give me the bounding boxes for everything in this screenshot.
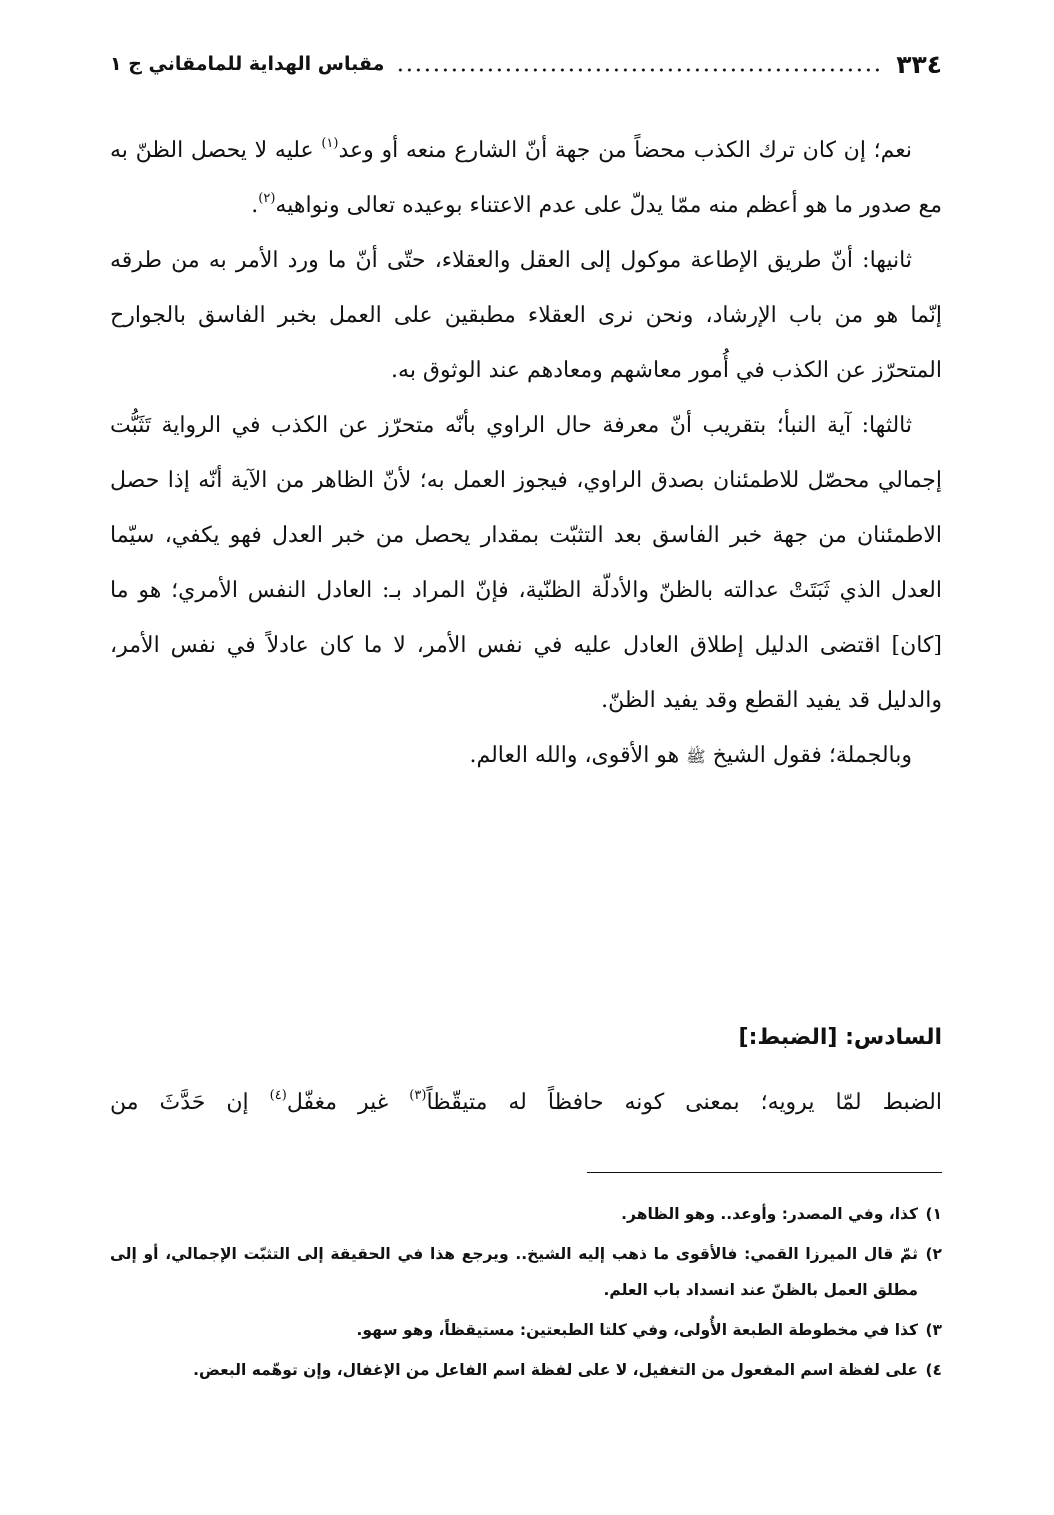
footnotes [110,1196,942,1392]
paragraph-3: ثالثها: آية النبأ؛ بتقريب أنّ معرفة حال الراوي بأنّه متحرّز عن الكذب في الرواية تَثَبُّت إجمالي محصّل للاطمئنان بصدق الراوي، فيجوز العمل به؛ لأنّ الظاهر من الآية أنّه إذا حصل الاطمئنان من جهة خبر الفاسق بعد التثبّت بمقدار يحصل من خبر العدل فهو يكفي، سيّما العدل الذي ثَبَتَتْ عدالته بالظنّ والأدلّة الظنّية، فإنّ المراد بـ: العادل النفس الأمري؛ هو ما [كان] اقتضى الدليل إطلاق العادل عليه في نفس الأمر، لا ما كان عادلاً في نفس الأمر، والدليل قد يفيد القطع وقد يفيد الظنّ. [110,413,942,713]
footnote-ref-2: (٢) [258,191,276,206]
text-run: الضبط لمّا يرويه؛ بمعنى كونه حافظاً له متيقّظاً [426,1090,942,1115]
footnote-number: ٢) [925,1245,942,1263]
footnote-ref-1: (١) [321,136,339,151]
paragraph-4 [110,728,942,784]
text-run: عليه لا يحصل الظنّ به مع صدور ما هو أعظم منه ممّا يدلّ على عدم الاعتناء بوعيده تعالى ونواهيه [110,138,942,218]
section-paragraph [110,1075,942,1130]
text-run: وبالجملة؛ فقول الشيخ [705,743,912,768]
text-run: . [251,193,259,218]
footnote-2 [110,1236,942,1308]
main-text [110,123,942,784]
page-number: ٣٣٤ [896,49,942,79]
footnote-1 [110,1196,942,1232]
footnote-text: ثمّ قال الميرزا القمي: فالأقوى ما ذهب إليه الشيخ.. ويرجع هذا في الحقيقة إلى التثبّت الإجمالي، أو إلى مطلق العمل بالظنّ عند انسداد باب العلم. [110,1245,918,1299]
running-header [110,44,942,84]
text-run: نعم؛ إن كان ترك الكذب محضاً من جهة أنّ الشارع منعه أو وعد [338,138,912,163]
footnote-divider [587,1172,942,1173]
footnote-text: كذا في مخطوطة الطبعة الأُولى، وفي كلتا الطبعتين: مستيقظاً، وهو سهو. [356,1321,918,1339]
footnote-number: ٣) [925,1321,942,1339]
text-run: غير مغفّل [286,1090,410,1115]
footnote-3 [110,1312,942,1348]
text-run: إن حَدَّثَ من [110,1090,270,1115]
footnote-number: ١) [925,1205,942,1223]
footnote-ref-4: (٤) [269,1088,287,1103]
book-page [110,0,942,1515]
text-run: هو الأقوى، والله العالم. [469,743,687,768]
paragraph-1 [110,123,942,233]
section-heading: السادس: [الضبط:] [738,1025,942,1050]
paragraph-2: ثانيها: أنّ طريق الإطاعة موكول إلى العقل والعقلاء، حتّى أنّ ما ورد الأمر به من طرقه إنّما هو من باب الإرشاد، ونحن نرى العقلاء مطبقين على العمل بخبر الفاسق بالجوارح المتحرّز عن الكذب في أُمور معاشهم ومعادهم عند الوثوق به. [110,248,942,383]
section-text [110,1075,942,1130]
footnote-text: كذا، وفي المصدر: وأوعد.. وهو الظاهر. [621,1205,918,1223]
honorific-symbol: ﷺ [686,747,706,766]
footnote-4 [110,1352,942,1388]
header-dot-leader [398,67,882,73]
footnote-text: على لفظة اسم المفعول من التغفيل، لا على لفظة اسم الفاعل من الإغفال، وإن توهّمه البعض. [193,1361,918,1379]
footnote-number: ٤) [925,1361,942,1379]
footnote-ref-3: (٣) [409,1088,427,1103]
running-title: مقباس الهداية للمامقاني ج ١ [110,53,385,75]
